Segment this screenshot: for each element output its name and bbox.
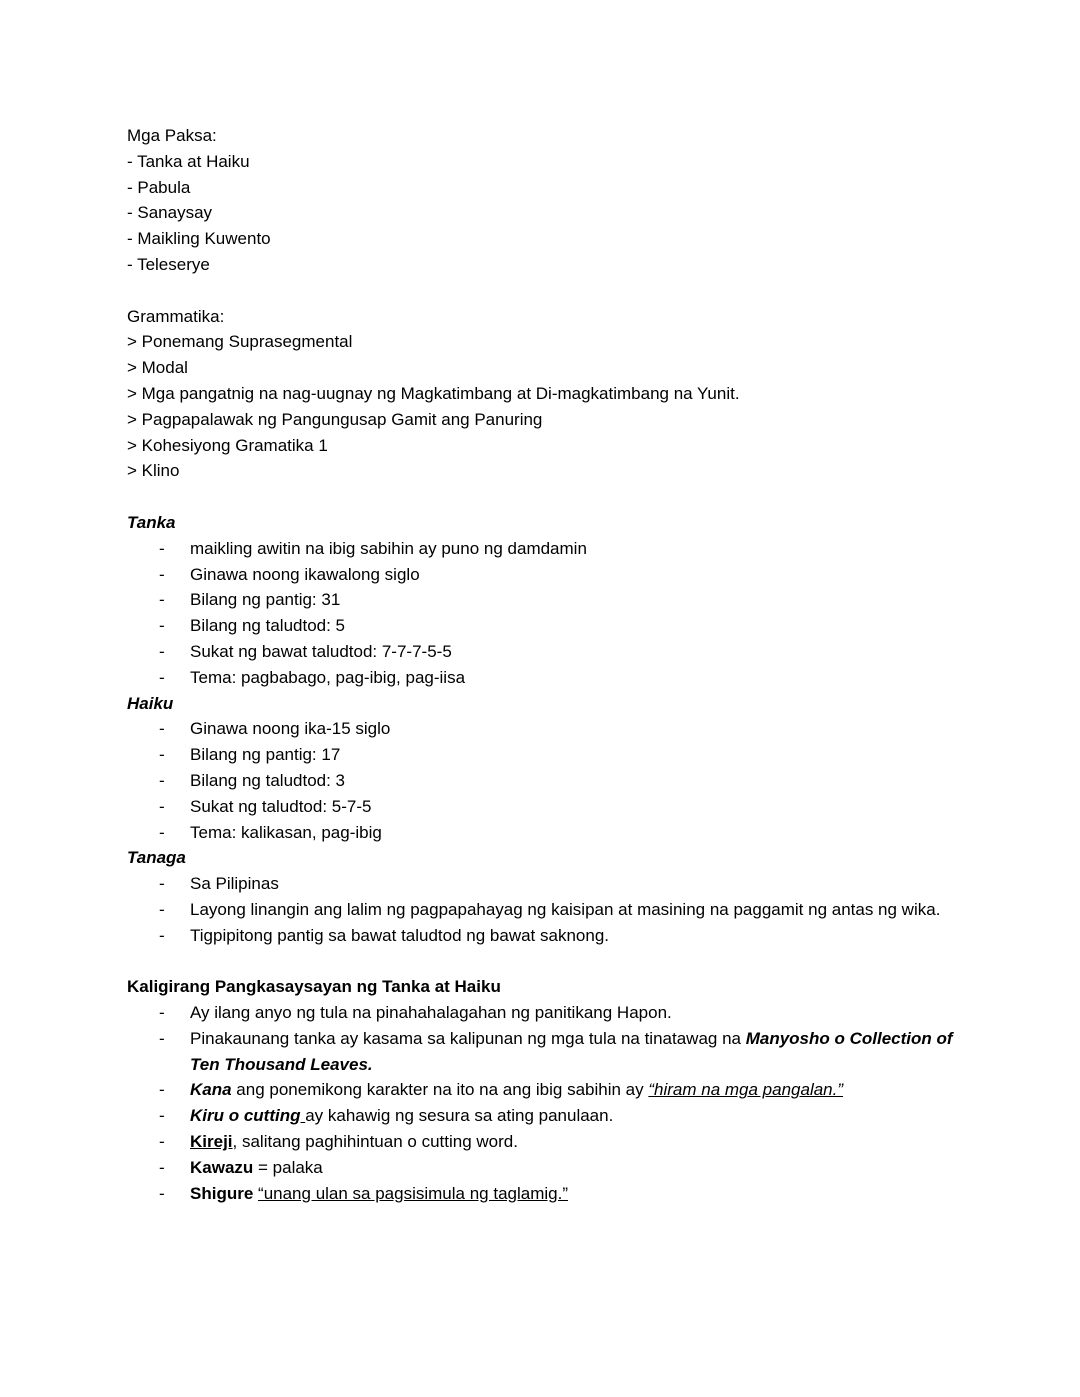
bullet-item (127, 794, 953, 820)
bullet-item (127, 562, 953, 588)
bullet-text: Kawazu = palaka (190, 1157, 323, 1177)
section-heading-history: Kaligirang Pangkasaysayan ng Tanka at Haiku (127, 977, 501, 997)
bullet-text: Sa Pilipinas (190, 874, 279, 894)
bullet-dash: - (159, 564, 165, 584)
bullet-item (127, 665, 953, 691)
bullet-dash: - (159, 667, 165, 687)
blank-line (127, 949, 953, 975)
bullet-item (127, 716, 953, 742)
bullet-dash: - (159, 745, 165, 765)
blank-line (127, 278, 953, 304)
bullet-item (127, 1181, 953, 1207)
bullet-dash: - (159, 1132, 165, 1152)
section-heading-haiku: Haiku (127, 693, 174, 713)
bullet-text: Kiru o cutting ay kahawig ng sesura sa ating panulaan. (190, 1106, 614, 1126)
bullet-item (127, 820, 953, 846)
bullet-text: Ginawa noong ika-15 siglo (190, 719, 391, 739)
bullet-dash: - (159, 538, 165, 558)
grammar-title: Grammatika: (127, 306, 225, 326)
bullet-item (127, 1077, 953, 1103)
bullet-dash: - (159, 899, 165, 919)
bullet-item (127, 923, 953, 949)
bullet-dash: - (159, 719, 165, 739)
bullet-item (127, 742, 953, 768)
grammar-item: > Modal (127, 358, 188, 378)
bullet-item (127, 1026, 953, 1078)
grammar-item: > Ponemang Suprasegmental (127, 332, 353, 352)
bullet-item (127, 897, 953, 923)
bullet-item (127, 768, 953, 794)
bullet-dash: - (159, 770, 165, 790)
bullet-dash: - (159, 641, 165, 661)
bullet-text: Tema: pagbabago, pag-ibig, pag-iisa (190, 667, 466, 687)
bullet-dash: - (159, 590, 165, 610)
bullet-dash: - (159, 1028, 165, 1048)
grammar-item: > Mga pangatnig na nag-uugnay ng Magkatimbang at Di-magkatimbang na Yunit. (127, 383, 740, 403)
bullet-text: Kana ang ponemikong karakter na ito na ang ibig sabihin ay “hiram na mga pangalan.” (190, 1080, 844, 1100)
topic-item: - Sanaysay (127, 203, 213, 223)
bullet-item (127, 639, 953, 665)
bullet-text: Shigure “unang ulan sa pagsisimula ng taglamig.” (190, 1183, 568, 1203)
bullet-dash: - (159, 874, 165, 894)
bullet-text: Ay ilang anyo ng tula na pinahahalagahan ng panitikang Hapon. (190, 1003, 672, 1023)
topic-item: - Maikling Kuwento (127, 229, 271, 249)
bullet-dash: - (159, 1003, 165, 1023)
bullet-dash: - (159, 925, 165, 945)
bullet-dash: - (159, 1080, 165, 1100)
bullet-dash: - (159, 1183, 165, 1203)
topic-item: - Pabula (127, 177, 191, 197)
bullet-text: Sukat ng bawat taludtod: 7-7-7-5-5 (190, 641, 452, 661)
topic-item: - Tanka at Haiku (127, 151, 250, 171)
bullet-text: Bilang ng taludtod: 5 (190, 616, 346, 636)
grammar-item: > Kohesiyong Gramatika 1 (127, 435, 328, 455)
bullet-item (127, 871, 953, 897)
bullet-text: Bilang ng pantig: 17 (190, 745, 341, 765)
bullet-dash: - (159, 1106, 165, 1126)
bullet-text: Ginawa noong ikawalong siglo (190, 564, 420, 584)
bullet-dash: - (159, 1157, 165, 1177)
grammar-item: > Klino (127, 461, 180, 481)
section-heading-tanaga: Tanaga (127, 848, 186, 868)
bullet-item (127, 1000, 953, 1026)
bullet-dash: - (159, 822, 165, 842)
bullet-item (127, 1155, 953, 1181)
bullet-text: Pinakaunang tanka ay kasama sa kalipunan ng mga tula na tinatawag na Manyosho o Collection of Ten Thousand Leaves. (190, 1028, 953, 1074)
bullet-text: Sukat ng taludtod: 5-7-5 (190, 796, 372, 816)
blank-line (127, 484, 953, 510)
bullet-text: Kireji, salitang paghihintuan o cutting word. (190, 1132, 518, 1152)
bullet-item (127, 613, 953, 639)
grammar-item: > Pagpapalawak ng Pangungusap Gamit ang Panuring (127, 409, 543, 429)
bullet-dash: - (159, 616, 165, 636)
bullet-item (127, 1103, 953, 1129)
bullet-text: Bilang ng taludtod: 3 (190, 770, 346, 790)
section-heading-tanka: Tanka (127, 512, 176, 532)
bullet-text: Tigpipitong pantig sa bawat taludtod ng bawat saknong. (190, 925, 609, 945)
topic-item: - Teleserye (127, 254, 210, 274)
bullet-dash: - (159, 796, 165, 816)
bullet-item (127, 587, 953, 613)
bullet-item (127, 1129, 953, 1155)
bullet-text: Bilang ng pantig: 31 (190, 590, 341, 610)
topics-title: Mga Paksa: (127, 126, 217, 145)
bullet-text: Tema: kalikasan, pag-ibig (190, 822, 382, 842)
bullet-text: Layong linangin ang lalim ng pagpapahayag ng kaisipan at masining na paggamit ng antas ng wika. (190, 899, 941, 919)
bullet-item (127, 536, 953, 562)
bullet-text: maikling awitin na ibig sabihin ay puno ng damdamin (190, 538, 587, 558)
